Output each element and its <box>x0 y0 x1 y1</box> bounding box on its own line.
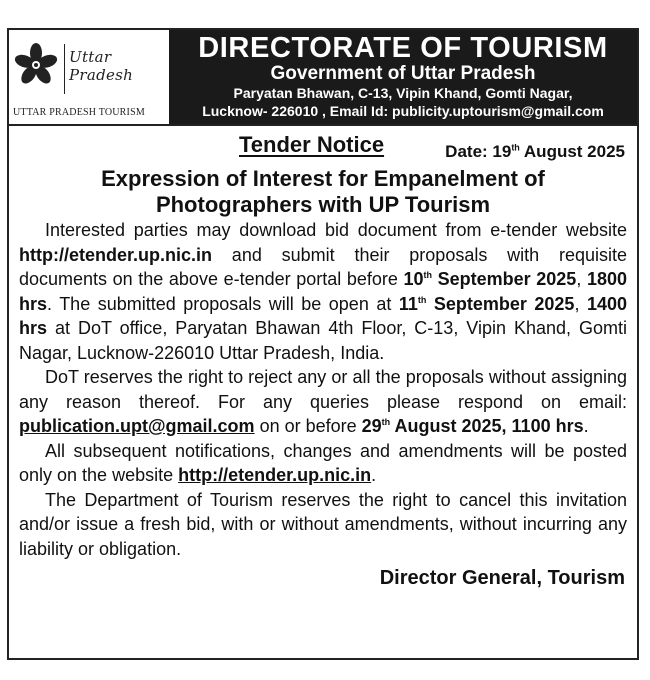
logo-caption: UTTAR PRADESH TOURISM <box>13 107 145 118</box>
query-email-link[interactable]: publication.upt@gmail.com <box>19 416 255 436</box>
paragraph-cancellation: The Department of Tourism reserves the right to cancel this invitation and/or issue a fresh bid, with or without amendments, without incurring any liability or obligation. <box>19 489 627 559</box>
notice-header <box>9 30 637 126</box>
logo-script-text: Uttar Pradesh <box>69 48 134 84</box>
notice-headline <box>19 166 627 218</box>
paragraph-notifications: All subsequent notifications, changes and amendments will be posted only on the website http://etender.up.nic.in. <box>19 440 627 485</box>
title-block <box>169 30 637 124</box>
up-tourism-logo <box>9 30 169 124</box>
notice-heading-row <box>19 126 627 164</box>
paragraph-rights-and-queries: DoT reserves the right to reject any or all the proposals without assigning any reason thereof. For any queries please respond on email: publication.upt@gmail.com on or before 29th August 2025, 1100 hrs. <box>19 367 627 436</box>
government-subtitle: Government of Uttar Pradesh <box>270 63 536 84</box>
tender-notice-heading: Tender Notice <box>239 132 385 157</box>
headline-line-2: Photographers with UP Tourism <box>155 192 491 217</box>
paragraph-bid-download: Interested parties may download bid document from e-tender website http://etender.up.nic.in and submit their proposals with requisite documents on the above e-tender portal before 10th September 2025, 1800 hrs. The submitted proposals will be open at 11th September 2025, 1400 hrs at DoT office, Paryatan Bhawan 4th Floor, C-13, Vipin Khand, Gomti Nagar, Lucknow-226010 Uttar Pradesh, India. <box>19 220 627 363</box>
directorate-title: DIRECTORATE OF TOURISM <box>198 32 608 64</box>
notice-body <box>9 126 637 590</box>
notice-date: Date: 19th August 2025 <box>445 142 625 161</box>
etender-website-link[interactable]: http://etender.up.nic.in <box>178 465 372 485</box>
headline-line-1: Expression of Interest for Empanelment of <box>101 166 545 191</box>
address-line-1: Paryatan Bhawan, C-13, Vipin Khand, Gomti Nagar, <box>233 85 573 101</box>
flower-logo-icon <box>13 42 59 88</box>
logo-divider <box>64 44 65 94</box>
tender-notice <box>7 28 639 660</box>
address-line-2: Lucknow- 226010 , Email Id: publicity.uptourism@gmail.com <box>202 103 604 119</box>
signature: Director General, Tourism <box>379 567 625 589</box>
etender-link[interactable]: http://etender.up.nic.in <box>19 244 212 265</box>
